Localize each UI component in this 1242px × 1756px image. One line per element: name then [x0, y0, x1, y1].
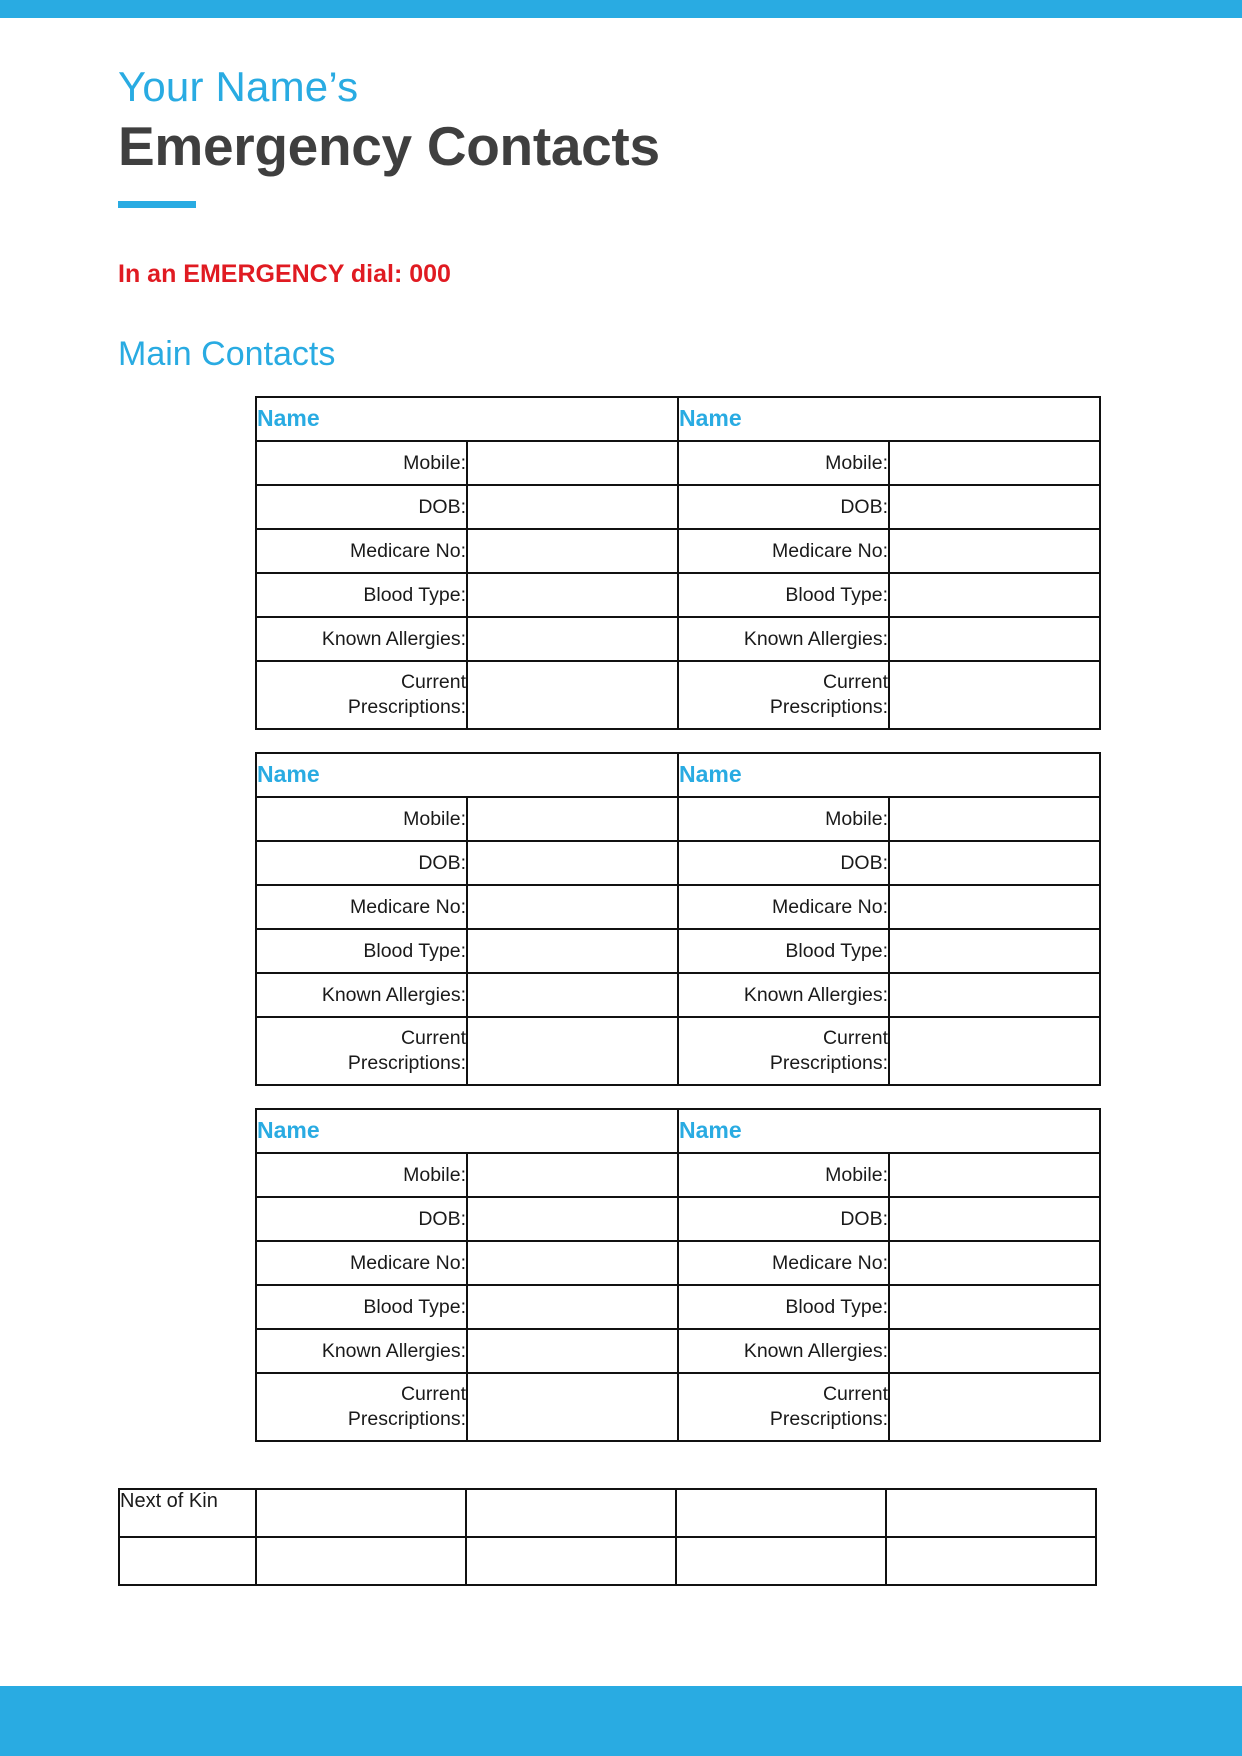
table-row	[256, 1153, 1100, 1197]
label-prescriptions-line2: Prescriptions:	[347, 1051, 466, 1074]
label-mobile: Mobile:	[256, 797, 467, 841]
kin-cell-r2c2[interactable]	[466, 1537, 676, 1585]
field-dob-left[interactable]	[467, 1197, 678, 1241]
contact-name-header-left: Name	[256, 753, 678, 797]
top-accent-bar	[0, 0, 1242, 18]
table-row	[256, 973, 1100, 1017]
kin-cell-r2c3[interactable]	[676, 1537, 886, 1585]
kin-cell-r1c3[interactable]	[676, 1489, 886, 1537]
table-row	[256, 573, 1100, 617]
field-dob-right[interactable]	[889, 485, 1100, 529]
field-prescriptions-left[interactable]	[467, 1017, 678, 1085]
emergency-dial-notice: In an EMERGENCY dial: 000	[118, 259, 451, 288]
label-prescriptions-line1: Current	[822, 1383, 888, 1406]
label-prescriptions	[256, 1373, 467, 1441]
field-mobile-right[interactable]	[889, 441, 1100, 485]
section-heading-main-contacts: Main Contacts	[118, 334, 336, 373]
field-medicare-right[interactable]	[889, 1241, 1100, 1285]
kin-cell-r2c1[interactable]	[256, 1537, 466, 1585]
label-allergies: Known Allergies:	[256, 1329, 467, 1373]
field-medicare-left[interactable]	[467, 1241, 678, 1285]
field-allergies-right[interactable]	[889, 617, 1100, 661]
contact-block-2	[255, 752, 1101, 1086]
field-prescriptions-left[interactable]	[467, 1373, 678, 1441]
label-medicare: Medicare No:	[678, 529, 889, 573]
table-row	[256, 617, 1100, 661]
page-title: Emergency Contacts	[118, 115, 660, 178]
field-mobile-left[interactable]	[467, 1153, 678, 1197]
label-prescriptions-line2: Prescriptions:	[769, 695, 888, 718]
table-row	[119, 1537, 1096, 1585]
label-prescriptions	[678, 661, 889, 729]
label-dob: DOB:	[256, 485, 467, 529]
table-row	[256, 397, 1100, 441]
field-mobile-left[interactable]	[467, 797, 678, 841]
label-mobile: Mobile:	[256, 1153, 467, 1197]
field-blood-type-right[interactable]	[889, 929, 1100, 973]
kin-cell-r1c2[interactable]	[466, 1489, 676, 1537]
table-row	[256, 1197, 1100, 1241]
table-row	[256, 929, 1100, 973]
field-dob-right[interactable]	[889, 841, 1100, 885]
label-dob: DOB:	[678, 485, 889, 529]
field-blood-type-left[interactable]	[467, 1285, 678, 1329]
field-mobile-right[interactable]	[889, 1153, 1100, 1197]
label-prescriptions-line1: Current	[400, 671, 466, 694]
contact-block-3	[255, 1108, 1101, 1442]
field-medicare-right[interactable]	[889, 529, 1100, 573]
field-blood-type-left[interactable]	[467, 573, 678, 617]
field-medicare-right[interactable]	[889, 885, 1100, 929]
label-allergies: Known Allergies:	[678, 1329, 889, 1373]
table-row	[119, 1489, 1096, 1537]
table-row	[256, 797, 1100, 841]
table-row	[256, 1329, 1100, 1373]
table-row	[256, 1109, 1100, 1153]
field-allergies-right[interactable]	[889, 973, 1100, 1017]
field-allergies-left[interactable]	[467, 1329, 678, 1373]
label-mobile: Mobile:	[678, 441, 889, 485]
label-allergies: Known Allergies:	[256, 973, 467, 1017]
field-prescriptions-left[interactable]	[467, 661, 678, 729]
label-blood-type: Blood Type:	[256, 1285, 467, 1329]
field-prescriptions-right[interactable]	[889, 1017, 1100, 1085]
kin-cell-r2c4[interactable]	[886, 1537, 1096, 1585]
field-blood-type-right[interactable]	[889, 573, 1100, 617]
label-prescriptions-line1: Current	[400, 1383, 466, 1406]
label-prescriptions-line1: Current	[400, 1027, 466, 1050]
kin-cell-r1c4[interactable]	[886, 1489, 1096, 1537]
label-prescriptions-line2: Prescriptions:	[347, 1407, 466, 1430]
label-allergies: Known Allergies:	[256, 617, 467, 661]
label-medicare: Medicare No:	[678, 1241, 889, 1285]
next-of-kin-label-spacer	[119, 1537, 256, 1585]
contact-name-header-right: Name	[678, 753, 1100, 797]
contact-name-header-left: Name	[256, 1109, 678, 1153]
label-blood-type: Blood Type:	[256, 929, 467, 973]
field-blood-type-left[interactable]	[467, 929, 678, 973]
field-allergies-left[interactable]	[467, 617, 678, 661]
label-prescriptions-line1: Current	[822, 671, 888, 694]
contact-name-header-left: Name	[256, 397, 678, 441]
table-row	[256, 529, 1100, 573]
label-blood-type: Blood Type:	[678, 1285, 889, 1329]
field-allergies-right[interactable]	[889, 1329, 1100, 1373]
contact-name-header-right: Name	[678, 397, 1100, 441]
label-medicare: Medicare No:	[256, 885, 467, 929]
label-dob: DOB:	[256, 1197, 467, 1241]
next-of-kin-label: Next of Kin	[119, 1489, 256, 1537]
field-dob-right[interactable]	[889, 1197, 1100, 1241]
label-prescriptions	[256, 1017, 467, 1085]
field-blood-type-right[interactable]	[889, 1285, 1100, 1329]
field-prescriptions-right[interactable]	[889, 1373, 1100, 1441]
label-blood-type: Blood Type:	[678, 929, 889, 973]
table-row	[256, 1373, 1100, 1441]
field-mobile-left[interactable]	[467, 441, 678, 485]
table-row	[256, 1241, 1100, 1285]
label-prescriptions-line2: Prescriptions:	[769, 1051, 888, 1074]
field-mobile-right[interactable]	[889, 797, 1100, 841]
field-dob-left[interactable]	[467, 485, 678, 529]
field-medicare-left[interactable]	[467, 529, 678, 573]
label-medicare: Medicare No:	[256, 1241, 467, 1285]
owner-name: Your Name’s	[118, 63, 359, 110]
title-underline-rule	[118, 201, 196, 208]
table-row	[256, 441, 1100, 485]
label-prescriptions-line2: Prescriptions:	[347, 695, 466, 718]
label-allergies: Known Allergies:	[678, 973, 889, 1017]
label-blood-type: Blood Type:	[256, 573, 467, 617]
table-row	[256, 753, 1100, 797]
label-dob: DOB:	[678, 1197, 889, 1241]
table-row	[256, 1285, 1100, 1329]
next-of-kin-table	[118, 1488, 1097, 1586]
table-row	[256, 661, 1100, 729]
label-dob: DOB:	[256, 841, 467, 885]
contact-block-1	[255, 396, 1101, 730]
label-dob: DOB:	[678, 841, 889, 885]
label-blood-type: Blood Type:	[678, 573, 889, 617]
label-medicare: Medicare No:	[256, 529, 467, 573]
table-row	[256, 885, 1100, 929]
label-prescriptions-line1: Current	[822, 1027, 888, 1050]
label-mobile: Mobile:	[256, 441, 467, 485]
contact-name-header-right: Name	[678, 1109, 1100, 1153]
field-dob-left[interactable]	[467, 841, 678, 885]
label-medicare: Medicare No:	[678, 885, 889, 929]
label-mobile: Mobile:	[678, 1153, 889, 1197]
field-prescriptions-right[interactable]	[889, 661, 1100, 729]
label-prescriptions-line2: Prescriptions:	[769, 1407, 888, 1430]
document-content	[0, 18, 1242, 1686]
field-medicare-left[interactable]	[467, 885, 678, 929]
table-row	[256, 1017, 1100, 1085]
table-row	[256, 485, 1100, 529]
label-mobile: Mobile:	[678, 797, 889, 841]
label-allergies: Known Allergies:	[678, 617, 889, 661]
field-allergies-left[interactable]	[467, 973, 678, 1017]
label-prescriptions	[678, 1373, 889, 1441]
label-prescriptions	[678, 1017, 889, 1085]
kin-cell-r1c1[interactable]	[256, 1489, 466, 1537]
table-row	[256, 841, 1100, 885]
label-prescriptions	[256, 661, 467, 729]
bottom-accent-bar	[0, 1686, 1242, 1756]
